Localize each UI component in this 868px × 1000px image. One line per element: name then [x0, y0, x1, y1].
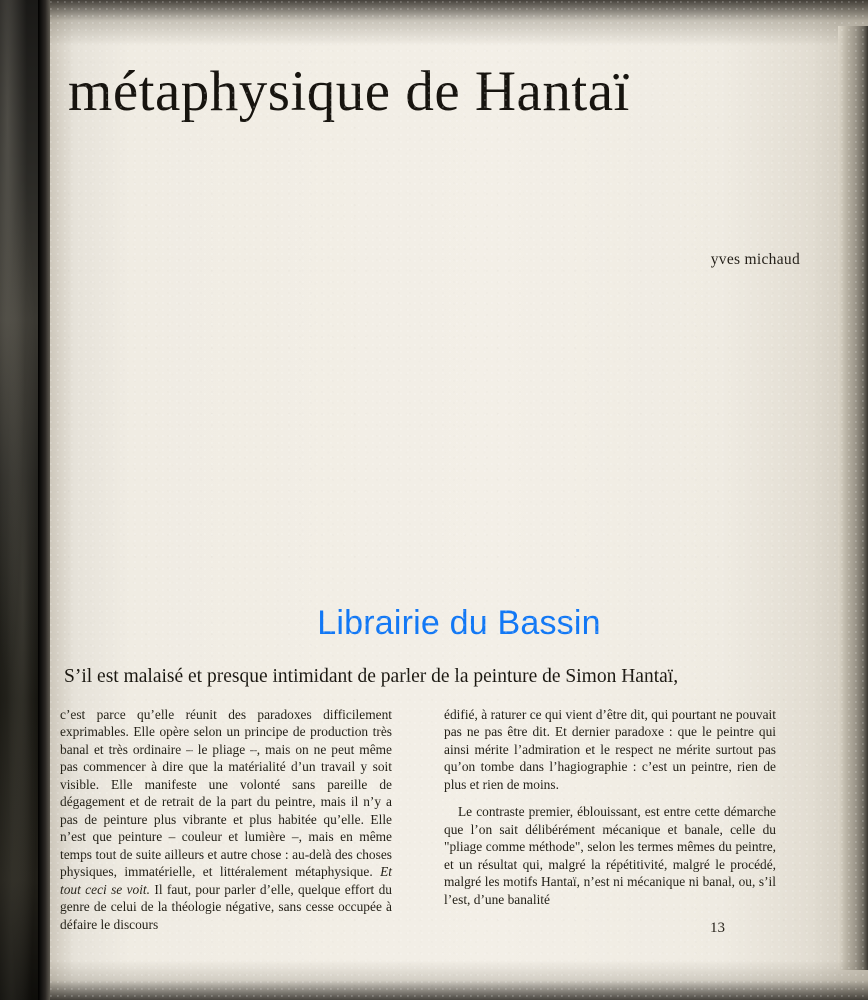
column-right — [444, 706, 776, 943]
page-content — [50, 0, 868, 1000]
article-byline: yves michaud — [710, 251, 800, 268]
italic-phrase: Et tout ceci se voit. — [60, 864, 392, 897]
paragraph: Le contraste premier, éblouissant, est entre cette démarche que l’on sait délibérément mécanique et banale, celle du "pliage comme méthode", selon les termes mêmes du peintre, et un résultat qui, malgré la répétitivité, malgré le procédé, malgré les motifs Hantaï, n’est ni mécanique ni banal, ou, s’il l’est, d’une banalité — [444, 804, 776, 907]
article-body-columns — [60, 706, 776, 943]
article-title: métaphysique de Hantaï — [68, 60, 630, 123]
facing-page-photo-strip — [0, 0, 38, 1000]
page-number: 13 — [710, 920, 725, 936]
article-lede: S’il est malaisé et presque intimidant de parler de la peinture de Simon Hantaï, — [64, 666, 679, 687]
recto-page-sheet — [50, 0, 868, 1000]
watermark-text: Librairie du Bassin — [317, 604, 601, 642]
paragraph: c’est parce qu’elle réunit des paradoxes difficilement exprimables. Elle opère selon un principe de production très banal et très ordinaire – le pliage –, mais on ne peut même pas commencer à dire que la matérialité d’un travail y soit visible. Elle manifeste une volonté sans pareille de dégagement et de retrait de la part du peintre, mais il n’y a pas de peinture plus vibrante et plus habitée qu’elle. Elle n’est que peinture – couleur et lumière –, mais en même temps tout de suite ailleurs et autre chose : au-delà des choses physiques, immatérielle, et littéralement métaphysique. Et tout ceci se voit. Il faut, pour parler d’elle, quelque effort du genre de celui de la théologie négative, sans cesse occupée à défaire le discours — [60, 707, 393, 932]
column-left — [60, 706, 392, 943]
paragraph: édifié, à raturer ce qui vient d’être dit, qui pourtant ne pouvait pas ne pas être dit. Et dernier paradoxe : que le peintre qui ainsi mérite l’admiration et le respect ne mérite surtout pas qu’on tombe dans l’hagiographie : c’est un peintre, rien de plus et rien de moins. — [444, 707, 776, 792]
